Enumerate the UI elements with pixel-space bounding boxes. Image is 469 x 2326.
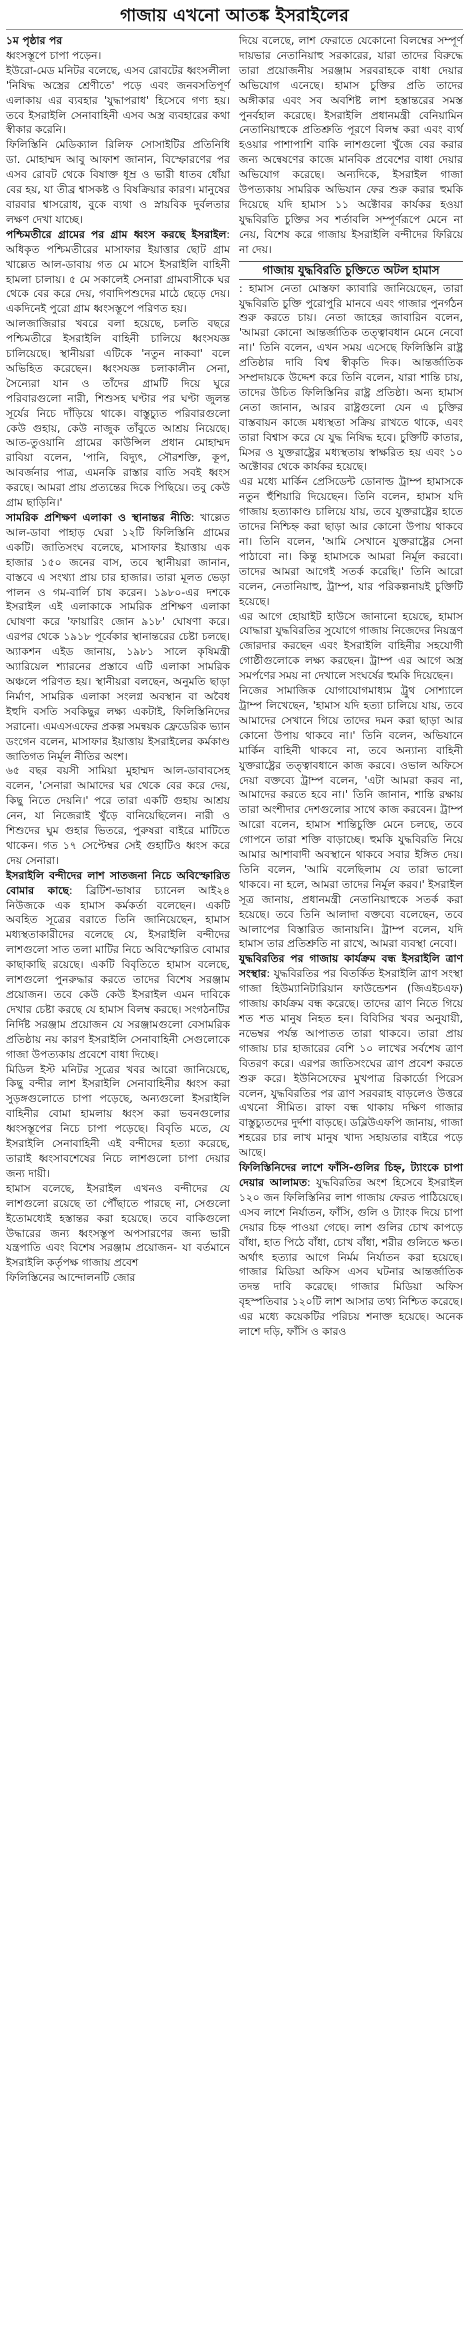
paragraph-with-subhead: ইসরাইলি বন্দীদের লাশ সাতজনা নিচে অবিস্ফোরিত বোমার কাছে: ব্রিটিশ-ভাষার চ্যানেল আই২৪ নিউজকে এক হামাস কর্মকর্তা বলেছেন। একটি অবহিত সূত্রের বরাতে তিনি জানিয়েছেন, হামাস মধ্যস্থতাকারীদের বলেছে যে, ইসরাইলি বন্দীদের লাশগুলো সাত তলা মাটির নিচে অবিস্ফোরিত বোমার কাছাকাছি রয়েছে। একটি বিবৃতিতে হামাস বলেছে, লাশগুলো পুনরুদ্ধার করতে তাদের বিশেষ সরঞ্জাম প্রয়োজন। তবে কেউ কেউ ইসরাইল এমন দাবিকে দেখার চেষ্টা করছে যে হামাস বিলম্ব করছে। সংগঠনটির নির্দিষ্ট সরঞ্জাম প্রয়োজন যে সরঞ্জামগুলো বেসামরিক প্রতিষ্ঠায় নয় কারণ ইসরাইলি সেনাবাহিনী সেগুলোকে গাজা উপত্যকায় প্রবেশে বাধা দিচ্ছে। — [6, 869, 230, 1061]
paragraph: ফিলিস্তিনের আন্দোলনটি জোর — [6, 1272, 136, 1285]
paragraph: ইউরো-মেড মনিটর বলেছে, এসব রোবটের ধ্বংসলীলা 'নিষিদ্ধ অস্ত্রের শ্রেণীতে' পড়ে এবং জনবসতিপূর্ণ এলাকায় এর ব্যবহার 'যুদ্ধাপরাধ' হিসেবে গণ্য হয়। তবে ইসরাইলি সেনাবাহিনী এসব অস্ত্র ব্যবহারের কথা স্বীকার করেনি। — [6, 64, 230, 137]
left-column — [6, 34, 230, 1340]
headline: গাজায় এখনো আতঙ্ক ইসরাইলের — [6, 4, 463, 30]
paragraph: মিডিল ইস্ট মনিটর সূত্রের খবর আরো জানিয়েছে, কিছু বন্দীর লাশ ইসরাইলি সেনাবাহিনীর ধ্বংস করা সুড়ঙ্গগুলোতে চাপা পড়েছে, অন্যগুলো ইসরাইলি বাহিনীর বোমা হামলায় ধ্বংস করা ভবনগুলোর ধ্বংসস্তূপের নিচে চাপা পড়েছে। বিবৃতি মতে, যে ইসরাইলি সেনাবাহিনী এই বন্দীদের হত্যা করেছে, তারাই ধ্বংসাবশেষের নিচে লাশগুলো চাপা দেয়ার জন্য দায়ী। — [6, 1063, 230, 1180]
article-columns — [6, 34, 463, 1340]
continued-marker: ১ম পৃষ্ঠার পর — [6, 35, 63, 47]
paragraph: : হামাস নেতা মোস্তফা ক্যাবারি জানিয়েছেন, তারা যুদ্ধবিরতি চুক্তি পুরোপুরি মানবে এবং গাজার পুনর্গঠন শুরু করতে চায়। নেতা জাহের জাবারিন বলেন, 'আমরা কোনো আন্তর্জাতিক তত্ত্বাবধান মেনে নেবো না।' তিনি বলেন, এখন সময় এসেছে ফিলিস্তিনি রাষ্ট্র প্রতিষ্ঠার দাবি বিশ্ব স্বীকৃতি দিক। আন্তর্জাতিক সম্প্রদায়কে উদ্দেশ করে তিনি বলেন, যারা শান্তি চায়, তাদের উচিত ফিলিস্তিনির রাষ্ট্র প্রতিষ্ঠা। অন্য হামাস নেতা জানান, আরব রাষ্ট্রগুলো যেন এ চুক্তির বাস্তবায়ন কাজে মধ্যস্থতা সক্রিয় রাখতে থাকে, এবং তারা বিশ্বাস করে যে যুদ্ধ নিষিদ্ধ হবে। চুক্তিটি কাতার, মিসর ও যুক্তরাষ্ট্রের মধ্যস্থতায় স্বাক্ষরিত হয় এবং ১০ অক্টোবর থেকে কার্যকর হয়েছে। — [239, 282, 463, 474]
paragraph-with-subhead: পশ্চিমতীরে গ্রামের পর গ্রাম ধ্বংস করছে ইসরাইল: অধিকৃত পশ্চিমতীরের মাসাফার ইয়াত্তার ছোট গ্রাম খাল্লেত আল-ডাবায় গত মে মাসে ইসরাইলি বাহিনী হামলা চালায়। ৫ মে সকালেই সেনারা গ্রামবাসীকে ঘর থেকে বের করে দেয়, গবাদিপশুদের মাঠে ছেড়ে দেয়। একদিনেই পুরো গ্রাম ধ্বংসস্তূপে পরিণত হয়। — [6, 228, 230, 316]
paragraph: আলজাজিরার খবরে বলা হয়েছে, চলতি বছরে পশ্চিমতীরে ইসরাইলি বাহিনী চালিয়ে ধ্বংসযজ্ঞ চালিয়েছে। স্থানীয়রা এটিকে 'নতুন নাকবা' বলে অভিহিত করেছেন। ধ্বংসযজ্ঞ চলাকালীন সেনা, সৈন্যেরা যান ও তাঁদের গ্রামটি দিয়ে ঘুরে পরিবারগুলো নারী, শিশুসহ ঘণ্টার পর ঘণ্টা জুলন্ত সূর্যের নিচে দাঁড়িয়ে থাকে। বাস্তুচ্যুত পরিবারগুলো কেউ গুহায়, কেউ নাজুক তাঁবুতে আশ্রয় নিয়েছে। আত-তুওয়ানি গ্রামের কাউন্সিল প্রধান মোহাম্মদ রাবিয়া বলেন, 'পানি, বিদ্যুৎ, সৌরশক্তি, কূপ, আবর্জনার পাত্র, এমনকি রাস্তার বাতি সবই ধ্বংস করছে। আমরা প্রায় প্রত্যন্তের দিকে পিছিয়ে। তবু কেউ গ্রাম ছাড়িনি।' — [6, 318, 230, 510]
paragraph: ৬৫ বছর বয়সী সামিয়া মুহাম্মদ আল-ডাবাবসেহ বলেন, 'সেনারা আমাদের ঘর থেকে বের করে দেয়, কিছু নিতে দেয়নি।' পরে তারা একটি গুহায় আশ্রয় নেন, যা নিজেরাই খুঁড়ে বানিয়েছিলেন। নারী ও শিশুদের ঘুম গুহার ভিতরে, পুরুষরা বাইরে মাটিতে থাকেন। গত ১৭ সেপ্টেম্বর সেই গুহাটিও ধ্বংস করে দেয় সেনারা। — [6, 765, 230, 867]
subheading: গাজায় যুদ্ধবিরতি চুক্তিতে অটল হামাস — [239, 261, 463, 280]
subheading: ইসরাইলি বন্দীদের লাশ সাতজনা নিচে অবিস্ফোরিত বোমার কাছে — [6, 869, 230, 897]
paragraph: দিয়ে বলেছে, লাশ ফেরাতে যেকোনো বিলম্বের সম্পূর্ণ দায়ভার নেতানিয়াহু সরকারের, যারা তাদের বিরুদ্ধে তারা প্রয়োজনীয় সরঞ্জাম সরবরাহকে বাধা দেয়ার অভিযোগ এনেছে। হামাস চুক্তির প্রতি তাদের অঙ্গীকার এবং সব অবশিষ্ট লাশ হস্তান্তরের সমস্ত পুনর্বহাল করেছে। ইসরাইলি প্রধানমন্ত্রী বেনিয়ামিন নেতানিয়াহুকে প্রতিশ্রুতি পূরণে বিলম্ব করা এবং ব্যর্থ হওয়ার পাশাপাশি বাকি লাশগুলো খুঁজে বের করার জন্য অন্বেষণের কাজে মানবিক প্রবেশের বাধা দেয়ার অভিযোগ করেছে। অন্যদিকে, ইসরাইল গাজা উপত্যকায় সামরিক অভিযান ফের শুরু করার হুমকি দিয়েছে যদি হামাস ১১ অক্টোবর কার্যকর হওয়া যুদ্ধবিরতি চুক্তির সব শর্তাবলি সম্পূর্ণরূপে মেনে না নেয়, বিশেষ করে গাজায় ইসরাইলি বন্দীদের ফিরিয়ে না দেয়। — [239, 35, 463, 256]
paragraph: ফিলিস্তিনি মেডিক্যাল রিলিফ সোসাইটির প্রতিনিধি ডা. মোহাম্মদ আবু আফাশ জানান, বিস্ফোরণের পর এসব রোবট থেকে বিষাক্ত ধূম্র ও ভারী ধাতব ধোঁয়া বের হয়, যা তীব্র শ্বাসকষ্ট ও বিষক্রিয়ার কারণ। মানুষের বারবার শ্বাসরোধ, বুকে ব্যথা ও স্নায়বিক দুর্বলতার লক্ষণ দেখা যাচ্ছে। — [6, 139, 230, 226]
subheading: পশ্চিমতীরে গ্রামের পর গ্রাম ধ্বংস করছে ইসরাইল — [6, 228, 227, 241]
subheading: যুদ্ধবিরতির পর গাজায় কার্যক্রম বন্ধ ইসরাইলি ত্রাণ সংস্থার — [239, 953, 463, 981]
paragraph: হামাস বলেছে, ইসরাইল এখনও বন্দীদের যে লাশগুলো রয়েছে তা পৌঁছাতে পারছে না, সেগুলো ইতোমধ্যেই হস্তান্তর করা হয়েছে। তবে বাকিগুলো উদ্ধারের জন্য ধ্বংসস্তূপ অপসারণের জন্য ভারী যন্ত্রপাতি এবং বিশেষ সরঞ্জাম প্রয়োজন- যা বর্তমানে ইসরাইলি কর্তৃপক্ষ গাজায় প্রবেশ — [6, 1182, 230, 1270]
paragraph: এর আগে হোয়াইট হাউসে জানানো হয়েছে, হামাস যোদ্ধারা যুদ্ধবিরতির সুযোগে গাজায় নিজেদের নিয়ন্ত্রণ জোরদার করছেন এবং ইসরাইলি বাহিনীর সহযোগী গোষ্ঠীগুলোকে লক্ষ্য করছেন। ট্রাম্প এর আগে অস্ত্র সমর্পণের সময় না দেখালে সংঘর্ষের হুমকি দিয়েছেন। — [239, 610, 464, 683]
paragraph-with-subhead: ফিলিস্তিনিদের লাশে ফাঁসি-গুলির চিহ্ন, ট্যাংকে চাপা দেয়ার আলামত: যুদ্ধবিরতির অংশ হিসেবে ইসরাইল ১২০ জন ফিলিস্তিনির লাশ গাজায় ফেরত পাঠিয়েছে। এসব লাশে নির্যাতন, ফাঁসি, গুলি ও ট্যাংক দিয়ে চাপা দেয়ার চিহ্ন পাওয়া গেছে। লাশ গুলির চোখ কাপড়ে বাঁধা, হাত পিঠে বাঁধা, চোখ বাঁধা, শরীর গুলিতে ক্ষত। অর্থাৎ হত্যার আগে নির্মম নির্যাতন করা হয়েছে। গাজার মিডিয়া অফিস এসব ঘটনার আন্তর্জাতিক তদন্ত দাবি করেছে। গাজার মিডিয়া অফিস বৃহস্পতিবার ১২০টি লাশ আসার তথ্য নিশ্চিত করেছে। এর মধ্যে কয়েকটির পরিচয় শনাক্ত হয়েছে। অনেক লাশে দড়ি, ফাঁসি ও কারও — [239, 1162, 463, 1339]
paragraph: নিজের সামাজিক যোগাযোগমাধ্যম ট্রুথ সোশ্যালে ট্রাম্প লিখেছেন, 'হামাস যদি হত্যা চালিয়ে যায়, তবে আমাদের সেখানে গিয়ে তাদের দমন করা ছাড়া আর কোনো উপায় থাকবে না।' তিনি বলেন, অভিযানে মার্কিন বাহিনী থাকবে না, তবে অন্যান্য বাহিনী যুক্তরাষ্ট্রের তত্ত্বাবধানে কাজ করবে। ওভাল অফিসে দেয়া বক্তব্যে ট্রাম্প বলেন, 'এটা আমরা করব না, আমাদের করতে হবে না।' তিনি জানান, শান্তি রক্ষায় তারা অংশীদার দেশগুলোর সাথে কাজ করবেন। ট্রাম্প আরো বলেন, হামাস শান্তিচুক্তি মেনে চলছে, তবে গোপনে তারা শক্তি বাড়াচ্ছে। হুমকি যুদ্ধবিরতি নিয়ে আমার আশাবাদী অবস্থানে থাকবে সবার ইঙ্গিত দেয়। তিনি বলেন, 'আমি বলেছিলাম যে তারা ভালো থাকবে। না হলে, আমরা তাদের নির্মূল করব।' ইসরাইল সূত্র জানায়, প্রধানমন্ত্রী নেতানিয়াহুকে সতর্ক করা হয়েছে। তবে তিনি আলাদা বক্তব্যে বলেছেন, তবে আলাপের বিস্তারিত জানায়নি। ট্রাম্প বলেন, যদি হামাস তার প্রতিশ্রুতি না রাখে, আমরা ব্যবস্থা নেবো। — [239, 685, 463, 951]
paragraph-with-subhead: সামরিক প্রশিক্ষণ এলাকা ও স্থানান্তর নীতি: খাল্লেত আল-ডাবা পাহাড় ঘেরা ১২টি ফিলিস্তিনি গ্রামের একটি। জাতিসংঘ বলেছে, মাসাফার ইয়াত্তায় এক হাজার ১৫০ জনের বাস, তবে স্থানীয়রা জানান, বাস্তবে এ সংখ্যা প্রায় চার হাজার। তারা মূলত ভেড়া পালন ও গম-বার্লি চাষ করেন। ১৯৮০-এর দশকে ইসরাইল এই এলাকাকে সামরিক প্রশিক্ষণ এলাকা ঘোষণা করে 'ফায়ারিং জোন ৯১৮' ঘোষণা করে। এরপর থেকে ১৯১৮ পূর্বেকার স্থানান্তরের চেষ্টা চলছে। অ্যাকশন এইড জানায়, ১৯৮১ সালে কৃষিমন্ত্রী অ্যারিয়েল শ্যারনের প্রস্তাবে এটি এলাকা সামরিক অঞ্চলে পরিণত হয়। স্থানীয়রা বলছেন, অনুমতি ছাড়া নির্মাণ, সামরিক এলাকা সংলগ্ন অবস্থান বা অবৈধ ইহুদি বসতি সবকিছুর লক্ষ্য একটাই, ফিলিস্তিনিদের সরানো। এমএসএফের প্রকল্প সমন্বয়ক ফ্রেডেরিক ভ্যান ডংগেন বলেন, মাসাফার ইয়াত্তায় ইসরাইলের কর্মকাণ্ড জাতিগত নির্মূল নীতির অংশ। — [6, 512, 230, 763]
subheading: সামরিক প্রশিক্ষণ এলাকা ও স্থানান্তর নীতি — [6, 512, 191, 524]
paragraph: এর মধ্যে মার্কিন প্রেসিডেন্ট ডোনাল্ড ট্রাম্প হামাসকে নতুন হুঁশিয়ারি দিয়েছেন। তিনি বলেন, হামাস যদি গাজায় হত্যাকাণ্ড চালিয়ে যায়, তবে যুক্তরাষ্ট্রের হাতে তাদের নিশ্চিহ্ন করা ছাড়া আর কোনো উপায় থাকবে না। তিনি বলেন, 'আমি সেখানে যুক্তরাষ্ট্রের সেনা পাঠাবো না। কিন্তু হামাসকে আমরা নির্মূল করবো। তাদের আমরা আগেই সতর্ক করেছি।' তিনি আরো বলেন, নেতানিয়াহু, ট্রাম্প, যার পরিকল্পনায়ই চুক্তিটি হয়েছে। — [239, 476, 463, 608]
paragraph-with-subhead: যুদ্ধবিরতির পর গাজায় কার্যক্রম বন্ধ ইসরাইলি ত্রাণ সংস্থার: যুদ্ধবিরতির পর বিতর্কিত ইসরাইলি ত্রাণ সংস্থা গাজা হিউম্যানিটারিয়ান ফাউন্ডেশন (জিএইচএফ) গাজায় কার্যক্রম বন্ধ করেছে। তাদের ত্রাণ নিতে গিয়ে শত শত মানুষ নিহত হন। বিবিসির খবর অনুযায়ী, নভেম্বর পর্যন্ত আপাতত তারা থাকবে। তারা প্রায় গাজায় চার হাজারের বেশি ১০ লাখের সর্বশেষ ত্রাণ বিতরণ করে। এরপর জাতিসংঘের ত্রাণ প্রবেশ করতে শুরু করে। ইউনিসেফের মুখপাত্র রিকার্ডো পিরেস বলেন, যুদ্ধবিরতির পর ত্রাণ সরবরাহ বাড়লেও উত্তরে এখনো সীমিত। রাফা বন্ধ থাকায় দক্ষিণ গাজার বাস্তুচ্যুতদের দুর্দশা বাড়ছে। ডব্লিউএফপি জানায়, গাজা শহরের চার লাখ মানুষ খাদ্য সহায়তার বাইরে পড়ে আছে। — [239, 953, 463, 1160]
paragraph: ধ্বংসস্তূপে চাপা পড়েন। — [6, 49, 102, 62]
right-column — [239, 34, 463, 1340]
subheading: ফিলিস্তিনিদের লাশে ফাঁসি-গুলির চিহ্ন, ট্যাংকে চাপা দেয়ার আলামত — [239, 1162, 463, 1189]
